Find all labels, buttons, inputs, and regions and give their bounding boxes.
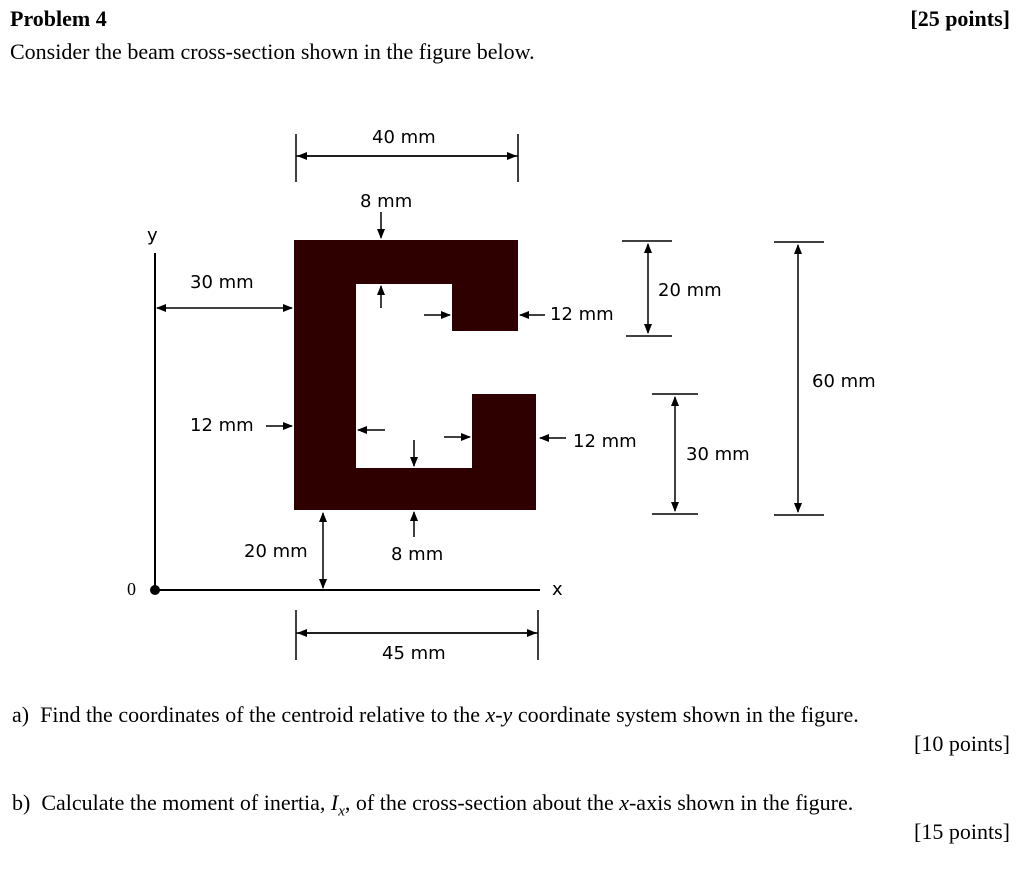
origin-point [150, 585, 160, 595]
question-b-symbol: I [330, 790, 339, 815]
question-b [12, 790, 853, 820]
problem-title: Problem 4 [10, 6, 107, 31]
problem-points: [25 points] [910, 6, 1010, 31]
label-overall-height: 60 mm [812, 371, 876, 392]
question-b-points: [15 points] [914, 819, 1010, 844]
label-y-axis: y [147, 225, 158, 246]
question-a-points: [10 points] [914, 731, 1010, 756]
label-top-width: 40 mm [372, 127, 436, 148]
label-left-offset: 30 mm [190, 272, 254, 293]
label-upper-flange-height: 20 mm [658, 280, 722, 301]
label-lower-flange-right: 12 mm [573, 431, 637, 452]
question-b-subscript: x [338, 803, 345, 820]
question-b-text-after: -axis shown in the figure. [628, 790, 854, 815]
question-b-italic: x [619, 790, 629, 815]
question-b-text-mid: , of the cross-section about the [344, 790, 620, 815]
question-a-text-after: coordinate system shown in the figure. [512, 702, 859, 727]
label-bottom-thickness: 8 mm [391, 544, 444, 565]
question-a [12, 702, 859, 728]
question-b-label: b) [12, 790, 31, 815]
label-left-web: 12 mm [190, 415, 254, 436]
question-a-text-before: Find the coordinates of the centroid relative to the [40, 702, 486, 727]
problem-intro: Consider the beam cross-section shown in the figure below. [10, 39, 535, 64]
label-slot-depth-top: 8 mm [360, 191, 413, 212]
label-upper-flange-right: 12 mm [550, 304, 614, 325]
c-section-shape [294, 240, 536, 510]
question-a-italic: x-y [485, 702, 513, 727]
label-x-axis: x [552, 579, 563, 600]
label-origin: 0 [127, 579, 136, 599]
question-a-label: a) [12, 702, 30, 727]
question-b-text-before: Calculate the moment of inertia, [41, 790, 331, 815]
label-lower-flange-height: 30 mm [686, 444, 750, 465]
label-bottom-width: 45 mm [382, 643, 446, 664]
label-bottom-offset: 20 mm [244, 541, 308, 562]
